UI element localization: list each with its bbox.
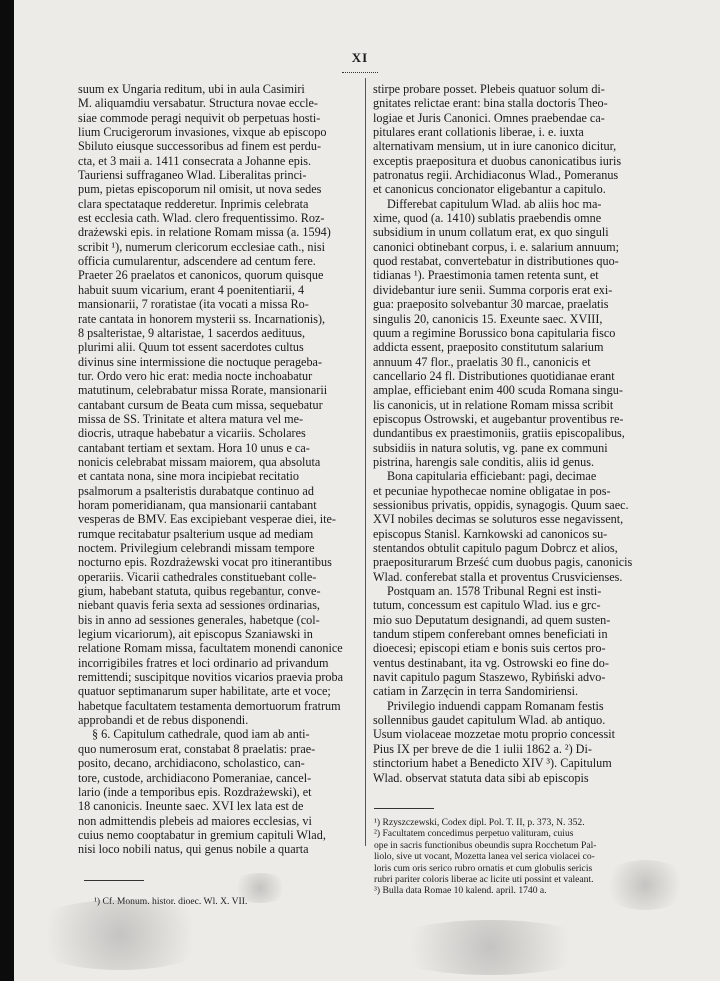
text-line: matutinum, celebrabatur missa Rorate, mansionarii [78, 383, 328, 398]
text-line: Differebat capitulum Wlad. ab aliis hoc ma- [387, 196, 602, 211]
text-line: incorrigibiles fratres et loci ordinario ad privandum [78, 655, 329, 670]
text-line: dividebantur iure senii. Summa corporis erat exi- [373, 282, 613, 297]
text-line: pistrina, harengis sale conditis, aliis id genus. [373, 454, 595, 469]
text-line: catiam in Zarzęcin in terra Sandomiriensi. [373, 684, 579, 699]
text-line: Usum violaceae mozzetae motu proprio concessit [373, 727, 615, 742]
text-line: ope in sacris functionibus obeundis supra Rocchetum Pal- [374, 839, 597, 851]
text-line: Praeter 26 praelatos et canonicos, quorum quisque [78, 268, 324, 283]
page-number: XI [351, 50, 369, 65]
text-line: est ecclesia cath. Wlad. clero frequentissimo. Roz- [78, 211, 325, 226]
text-line: subsidiis in natura solutis, vg. pane ex communi [373, 440, 608, 455]
text-line: ¹) Rzyszczewski, Codex dipl. Pol. T. II, p. 373, N. 352. [374, 817, 585, 828]
text-line: tidianas ¹). Praestimonia tamen retenta sunt, et [373, 268, 599, 283]
text-line: nonicis celebrabat missam maiorem, qua absoluta [78, 454, 321, 469]
column-divider [365, 78, 366, 846]
text-line: bis in anno ad sessiones generales, habetque (col- [78, 612, 320, 627]
text-line: pum, pietas episcoporum nil omisit, ut nova sedes [78, 182, 322, 197]
text-line: cta, et 3 maii a. 1411 consecrata a Johanne epis. [78, 153, 312, 168]
text-line: dioecesi; episcopi etiam e bonis suis certos pro- [373, 641, 606, 656]
text-line: M. aliquamdiu versabatur. Structura novae eccle- [78, 96, 318, 111]
text-line: singulis 20, canonicis 15. Exeunte saec. XVIII, [373, 311, 603, 326]
text-line: ²) Facultatem concedimus perpetuo valituram, cuius [374, 828, 574, 840]
text-line: stirpe probare posset. Plebeis quatuor solum di- [373, 82, 605, 96]
text-line: approbandi et de rebus disponendi. [78, 713, 249, 728]
footnote-rule-right [374, 808, 434, 809]
text-line: dundantibus ex praestimoniis, gratiis episcopalibus, [373, 426, 625, 441]
text-line: legium vicariorum), ait episcopus Szaniawski in [78, 627, 313, 642]
text-line: xime, quod (a. 1410) sublatis praebendis omne [373, 211, 602, 226]
text-line: et canonicus concionator eligebantur a capitulo. [373, 182, 606, 197]
text-line: tur. Ordo vero hic erat: media nocte inchoabatur [78, 368, 313, 383]
header-ornament [342, 68, 378, 73]
text-line: ¹) Cf. Monum. histor. dioec. Wl. X. VII. [94, 896, 248, 907]
text-line: cantabant cursum de Beata cum missa, sequebatur [78, 397, 323, 412]
text-line: pitulares erant collationis liberae, i. e. iuxta [373, 125, 584, 140]
text-line: nisi loco nobili natus, qui genus nobile a quarta [78, 842, 309, 857]
text-line: § 6. Capitulum cathedrale, quod iam ab anti- [92, 727, 310, 742]
text-line: canonici obtinebant corpus, i. e. salarium annuum; [373, 239, 620, 254]
text-line: et pecuniae hypothecae nomine obligatae in pos- [373, 483, 611, 498]
text-line: operariis. Vicarii cathedrales constituebant colle- [78, 569, 317, 584]
text-line: rumque recitabatur psalterium usque ad mediam [78, 526, 314, 541]
scan-smudge [380, 920, 600, 975]
text-line: stentandos obtulit capitulo pagum Dobrcz et alios, [373, 541, 618, 555]
text-line: Privilegio induendi cappam Romanam festis [387, 698, 604, 713]
text-line: lis canonicis, ut in relatione Romam missa scribit [373, 397, 614, 412]
text-line: tandum stipem conferebant omnes beneficiati in [373, 627, 608, 642]
text-line: 8 psalteristae, 9 altaristae, 1 sacerdos aedituus, [78, 325, 306, 340]
text-line: plurimi alii. Quum tot essent sacerdotes cultus [78, 340, 304, 355]
text-line: lario (inde a temporibus epis. Rozdrażewski), et [78, 784, 312, 799]
text-line: quum a regimine Borussico bona capitularia fisco [373, 325, 616, 340]
text-line: habuit suum vicarium, erant 4 poenitentiarii, 4 [78, 282, 305, 297]
text-line: subsidium in unum collatum erat, ex quo singuli [373, 225, 609, 240]
scan-smudge [250, 583, 280, 613]
text-line: niebant quavis feria sexta ad sessiones ordinarias, [78, 598, 320, 613]
text-line: cantabant tertiam et sextam. Hora 10 unus e ca- [78, 440, 310, 455]
text-line: quo numerosum erat, constabat 8 praelatis: prae- [78, 741, 316, 756]
text-line: praepositurarum Brześć cum duobus pagis, canonicis [373, 555, 633, 570]
text-line: amplae, efficiebant enim 400 scuda Romana singu- [373, 383, 623, 398]
text-line: clara spectataque redderetur. Inprimis celebrata [78, 196, 309, 211]
text-line: annuum 47 flor., praelatis 30 fl., canonicis et [373, 354, 591, 369]
text-line: exceptis praepositura et duobus canonicatibus iuris [373, 153, 622, 168]
text-line: alternativam mensium, ut in iure canonico dicitur, [373, 139, 617, 154]
text-line: quod restabat, convertebatur in distributiones quo- [373, 254, 619, 269]
text-line: psalmorum a psalteristis durabatque continuo ad [78, 483, 314, 498]
text-line: Wlad. conferebat stalla et proventus Crusvicienses. [373, 569, 623, 584]
text-line: rate cantata in honorem mysterii ss. Incarnationis), [78, 311, 326, 326]
text-line: gnitates relictae erant: bina stalla doctoris Theo- [373, 96, 608, 111]
text-line: episcopus Stanisl. Karnkowski ad canonicos su- [373, 526, 608, 541]
text-line: habetque facultatem testamenta demortuorum fratrum [78, 698, 341, 713]
left-text-column [78, 82, 357, 857]
text-line: tutum, concessum est capitulo Wlad. ius e grc- [373, 598, 601, 613]
text-line: sollennibus gaudet capitulum Wlad. ab antiquo. [373, 713, 606, 728]
text-line: gium, habebant statuta, quibus regebantur, conve- [78, 584, 321, 599]
text-line: Sbiluto eiusque successoribus ad finem est perdu- [78, 139, 322, 154]
text-line: tore, custode, archidiacono Pomeraniae, cancel- [78, 770, 312, 785]
text-line: officia cumularentur, adscendere ad centum fere. [78, 254, 316, 269]
text-line: Wlad. observat statuta data sibi ab episcopis [373, 770, 589, 785]
text-line: siae commode peragi nequivit ob perpetuas hosti- [78, 110, 321, 125]
text-line: scribit ¹), numerum clericorum ecclesiae cath., nisi [78, 239, 325, 254]
text-line: noctem. Privilegium celebrandi missam tempore [78, 541, 315, 555]
text-line: navit capitulo pagum Staszewo, Rybiński advo- [373, 670, 606, 685]
text-line: mio suo Deputatum designandi, ad quem susten- [373, 612, 611, 627]
text-line: Postquam an. 1578 Tribunal Regni est insti- [387, 584, 602, 599]
text-line: nocturno epis. Rozdrażewski vocat pro itinerantibus [78, 555, 332, 570]
text-line: quatuor septimanarum super habilitate, arte et voce; [78, 684, 331, 699]
text-line: Pius IX per breve de die 1 iulii 1862 a. ²) Di- [373, 741, 592, 756]
scan-smudge [600, 860, 690, 910]
text-line: liolo, sive ut vocant, Mozetta lanea vel serica violacei co- [374, 851, 595, 863]
text-line: cancellario 24 fl. Distributiones quotidianae erant [373, 368, 615, 383]
text-line: horam pomeridianam, qua mansionarii cantabant [78, 497, 317, 512]
text-line: divinus sine intermissione die noctuque perageba- [78, 354, 323, 369]
text-line: ventus destinabant, ita vg. Ostrowski eo fine do- [373, 655, 609, 670]
text-line: XVI nobiles decimas se soluturos esse negavissent, [373, 512, 624, 527]
text-line: loris cum oris serico rubro ornatis et cum globulis sericis [374, 862, 593, 874]
text-line: mansionarii, 7 roratistae (ita vocati a missa Ro- [78, 297, 309, 312]
text-line: drażewski epis. in relatione Romam missa (a. 1594) [78, 225, 331, 240]
text-line: vesperas de BMV. Eas excipiebant vesperae diei, ite- [78, 512, 336, 527]
text-line: Tauriensi suffraganeo Wlad. Liberalitas princi- [78, 168, 307, 183]
text-line: logiae et Juris Canonici. Omnes praebendae ca- [373, 110, 605, 125]
text-line: rubri pariter coloris liberae ac licite uti possint et valeant. [374, 874, 594, 886]
scan-edge-border [0, 0, 14, 981]
text-line: suum ex Ungaria reditum, ubi in aula Casimiri [78, 82, 305, 96]
text-line: addicta essent, praeposito constitutum salarium [373, 340, 604, 355]
text-line: episcopus Ostrowski, et augebantur proventibus re- [373, 411, 624, 426]
text-line: diocris, utraque habebatur a vicariis. Scholares [78, 426, 306, 441]
text-line: missa de SS. Trinitate et altera matura vel me- [78, 411, 304, 426]
text-line: gua: praeposito solvebantur 30 marcae, praelatis [373, 297, 609, 312]
footnote-rule-left [84, 880, 144, 881]
text-line: remittendi; suscipitque novitios vicarios praevia proba [78, 670, 344, 685]
text-line: posito, decano, archidiacono, scholastico, can- [78, 756, 305, 771]
text-line: et cantata nona, sine mora incipiebat recitatio [78, 469, 299, 484]
text-line: ³) Bulla data Romae 10 kalend. april. 1740 a. [374, 885, 547, 897]
scan-smudge [230, 873, 290, 903]
text-line: Bona capitularia efficiebant: pagi, decimae [387, 469, 597, 484]
text-line: non admittendis plebeis ad maiores ecclesias, vi [78, 813, 312, 828]
text-line: patronatus regii. Archidiaconus Wlad., Pomeranus [373, 168, 619, 183]
scan-smudge [20, 900, 220, 970]
text-line: sessionibus privatis, oppidis, synagogis. Quum saec. [373, 497, 629, 512]
text-line: relatione Romam missa, facultatem monendi canonice [78, 641, 343, 656]
right-text-column [373, 82, 659, 785]
text-line: lium Crucigerorum invasiones, vixque ab episcopo [78, 125, 327, 140]
text-line: cuius nemo cooptabatur in gremium capituli Wlad, [78, 827, 326, 842]
text-line: stinctorium habet a Benedicto XIV ³). Capitulum [373, 756, 612, 771]
text-line: 18 canonicis. Ineunte saec. XVI lex lata est de [78, 799, 304, 814]
